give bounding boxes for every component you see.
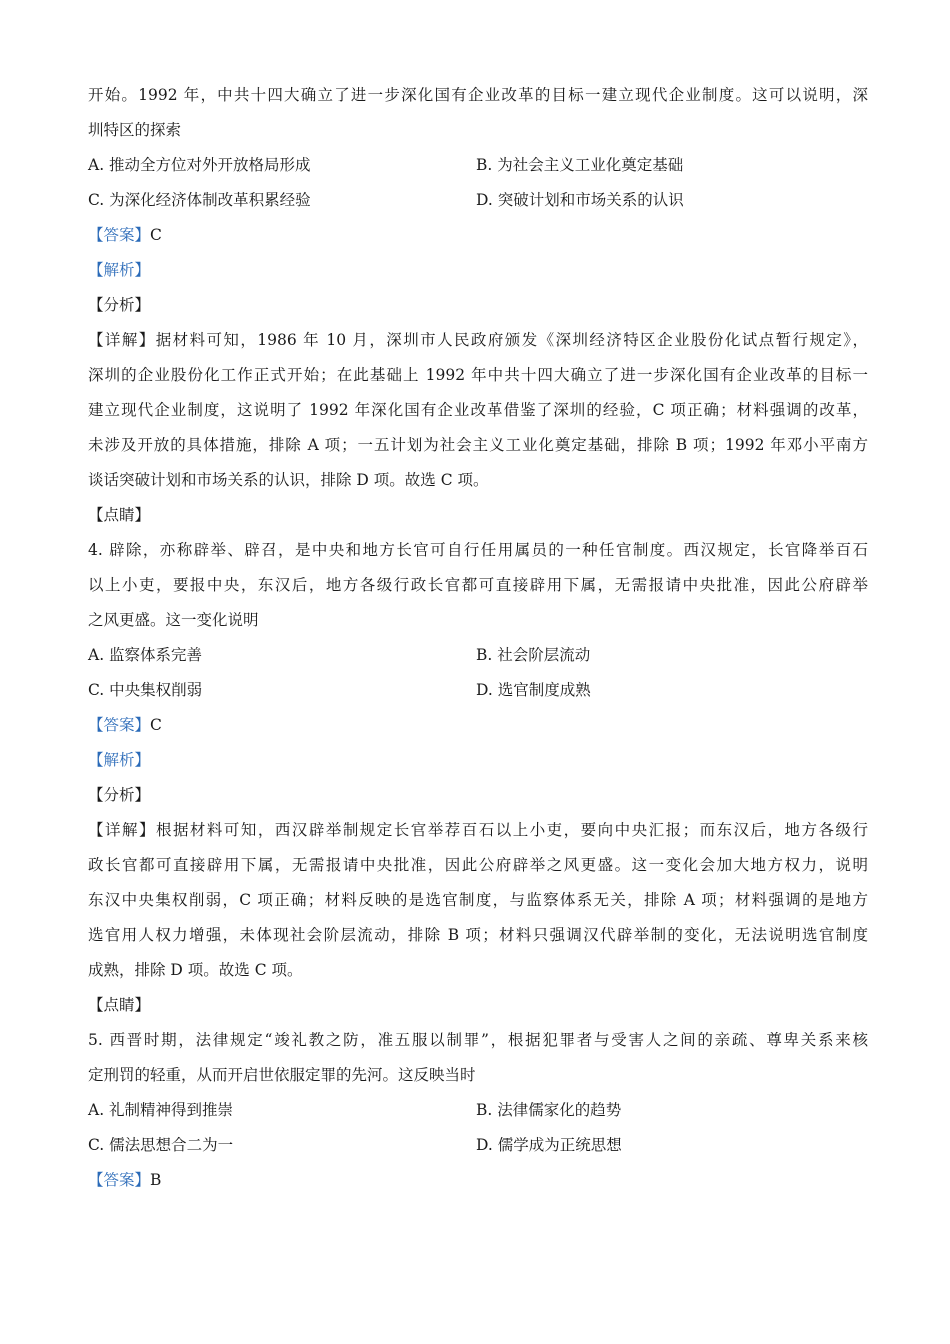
document-page [88,78,868,1198]
q4-option-b: B. 社会阶层流动 [476,646,591,664]
q3-detail-line-1 [88,323,868,358]
q4-answer-value: C [150,716,162,734]
q4-detail-line-4: 选官用人权力增强，未体现社会阶层流动，排除 B 项；材料只强调汉代辟举制的变化，无法说明选官制度 [88,926,868,944]
q5-stem-line-1: 5. 西晋时期，法律规定“竣礼教之防，准五服以制罪”，根据犯罪者与受害人之间的亲疏、尊卑关系来核 [88,1031,868,1049]
q4-option-a: A. 监察体系完善 [88,646,203,664]
q3-options-row-1 [88,148,868,183]
q5-stem-line-2: 定刑罚的轻重，从而开启世依服定罪的先河。这反映当时 [88,1066,476,1084]
q3-detail-line-4: 未涉及开放的具体措施，排除 A 项；一五计划为社会主义工业化奠定基础，排除 B 项；1992 年邓小平南方 [88,436,868,454]
q4-analysis-tag: 【解析】 [88,751,151,769]
q3-option-a: A. 推动全方位对外开放格局形成 [88,156,311,174]
q4-detail-line-2: 政长官都可直接辟用下属，无需报请中央批准，因此公府辟举之风更盛。这一变化会加大地方权力，说明 [88,856,868,874]
q4-detail-line-3: 东汉中央集权削弱，C 项正确；材料反映的是选官制度，与监察体系无关，排除 A 项；材料强调的是地方 [88,891,868,909]
q3-answer [88,218,868,253]
q4-fenxi-tag: 【分析】 [88,786,151,804]
q5-answer [88,1163,868,1198]
q3-detail-line-2: 深圳的企业股份化工作正式开始；在此基础上 1992 年中共十四大确立了进一步深化国有企业改革的目标一 [88,366,868,384]
q4-option-d: D. 选官制度成熟 [476,681,591,699]
q3-detail-text-1: 据材料可知，1986 年 10 月，深圳市人民政府颁发《深圳经济特区企业股份化试点暂行规定》， [155,331,868,349]
q4-option-c: C. 中央集权削弱 [88,681,203,699]
q4-detail-line-1 [88,813,868,848]
q5-options-row-1 [88,1093,868,1128]
q5-option-a: A. 礼制精神得到推崇 [88,1101,234,1119]
q4-answer [88,708,868,743]
q3-detail-line-3: 建立现代企业制度，这说明了 1992 年深化国有企业改革借鉴了深圳的经验，C 项正确；材料强调的改革， [88,401,868,419]
q4-options-row-1 [88,638,868,673]
q3-fenxi-tag: 【分析】 [88,296,151,314]
q3-analysis-tag: 【解析】 [88,261,151,279]
q4-stem-line-1: 4. 辟除，亦称辟举、辟召，是中央和地方长官可自行任用属员的一种任官制度。西汉规定，长官降举百石 [88,541,868,559]
q3-option-d: D. 突破计划和市场关系的认识 [476,191,684,209]
q4-options-row-2 [88,673,868,708]
q4-dianjing-tag: 【点睛】 [88,996,151,1014]
q5-options-row-2 [88,1128,868,1163]
q5-answer-tag: 【答案】 [88,1171,151,1189]
q4-answer-tag: 【答案】 [88,716,151,734]
q4-stem-line-2: 以上小吏，要报中央，东汉后，地方各级行政长官都可直接辟用下属，无需报请中央批准，因此公府辟举 [88,576,868,594]
q5-option-c: C. 儒法思想合二为一 [88,1136,234,1154]
q3-stem-line-2: 圳特区的探索 [88,121,182,139]
q3-answer-value: C [150,226,162,244]
q3-detail-line-5: 谈话突破计划和市场关系的认识，排除 D 项。故选 C 项。 [88,471,489,489]
q3-answer-tag: 【答案】 [88,226,151,244]
q3-options-row-2 [88,183,868,218]
q4-detail-text-1: 根据材料可知，西汉辟举制规定长官举荐百石以上小吏，要向中央汇报；而东汉后，地方各级行 [155,821,868,839]
q3-dianjing-tag: 【点睛】 [88,506,151,524]
q4-stem-line-3: 之风更盛。这一变化说明 [88,611,259,629]
q4-detail-line-5: 成熟，排除 D 项。故选 C 项。 [88,961,303,979]
q3-option-b: B. 为社会主义工业化奠定基础 [476,156,684,174]
q3-stem-line-1: 开始。1992 年，中共十四大确立了进一步深化国有企业改革的目标一建立现代企业制度。这可以说明，深 [88,86,868,104]
q3-detail-tag: 【详解】 [88,331,156,349]
q5-option-d: D. 儒学成为正统思想 [476,1136,622,1154]
q3-option-c: C. 为深化经济体制改革积累经验 [88,191,311,209]
q5-option-b: B. 法律儒家化的趋势 [476,1101,622,1119]
q5-answer-value: B [150,1171,162,1189]
q4-detail-tag: 【详解】 [88,821,156,839]
